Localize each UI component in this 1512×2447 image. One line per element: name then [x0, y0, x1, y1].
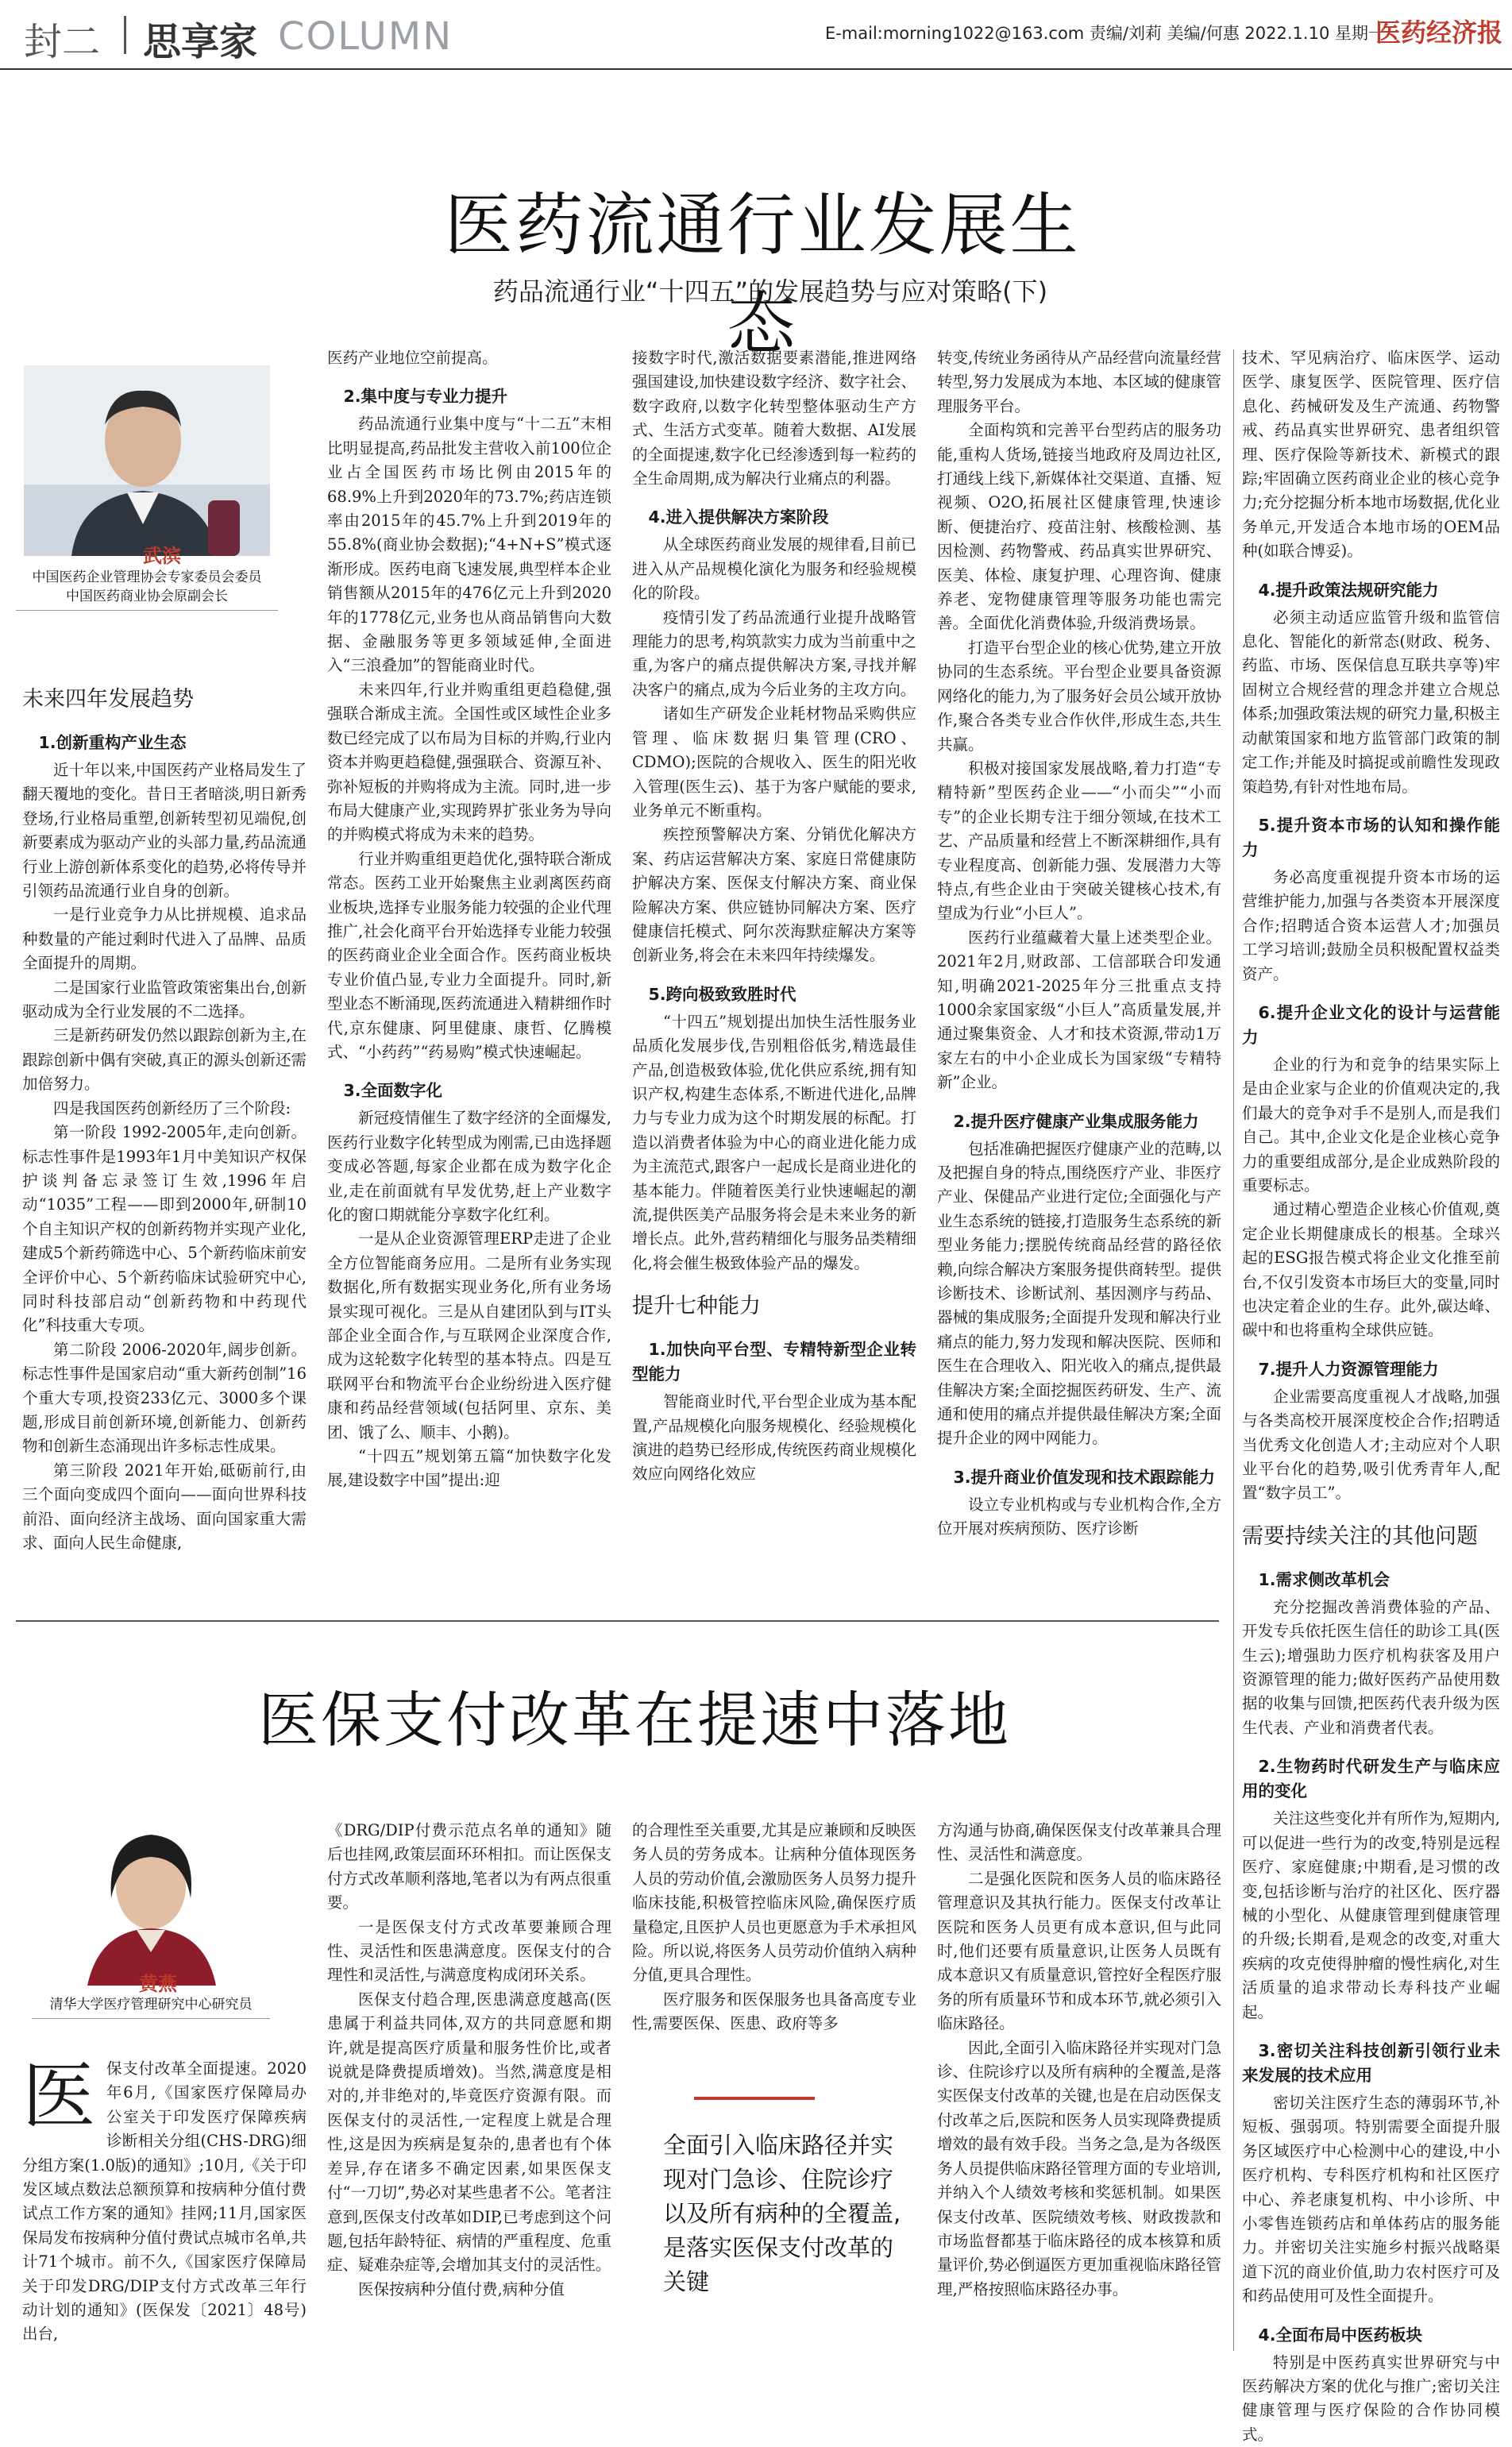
article2-column-4 — [937, 1819, 1221, 2355]
header-divider — [124, 16, 126, 54]
article-column-3 — [632, 346, 916, 1601]
paragraph: 设立专业机构或与专业机构合作,全方位开展对疾病预防、医疗诊断 — [937, 1495, 1221, 1538]
newspaper-logo: 医药经济报 — [1375, 17, 1502, 48]
article2-paragraph: 保支付改革全面提速。2020年6月,《国家医疗保障局办公室关于印发医疗保障疾病诊断相关分组(CHS-DRG)细分组方案(1.0版)的通知》;10月,《关于印发区域点数法总额预算和按病种分值付费试点工作方案的通知》挂网;11月,国家医保局发布按病种分值付费试点城市名单,共计71个城市。前不久,《国家医疗保障局关于印发DRG/DIP支付方式改革三年行动计划的通知》(医保发〔2021〕48号)出台, — [22, 2059, 307, 2344]
paragraph: 三是新药研发仍然以跟踪创新为主,在跟踪创新中偶有突破,真正的源头创新还需加倍努力。 — [22, 1026, 307, 1094]
article2-column-2 — [327, 1819, 611, 2355]
paragraph: 诸如生产研发企业耗材物品采购供应管理、临床数据归集管理(CRO、CDMO);医院的合规收入、医生的阳光收入管理(医生云)、基于为客户赋能的要求,业务单元不断重构。 — [632, 704, 916, 820]
paragraph: “十四五”规划第五篇“加快数字化发展,建设数字中国”提出:迎 — [327, 1447, 611, 1490]
paragraph: 一是行业竞争力从比拼规模、追求品种数量的产能过剩时代进入了品牌、品质全面提升的周期。 — [22, 905, 307, 973]
subsection-heading: 4.提升政策法规研究能力 — [1258, 580, 1439, 600]
subsection-heading: 2.生物药时代研发生产与临床应用的变化 — [1242, 1757, 1500, 1801]
paragraph: 四是我国医药创新经历了三个阶段: — [53, 1098, 291, 1117]
paragraph: 第二阶段 2006-2020年,阔步创新。标志性事件是国家启动“重大新药创制”16个重大专项,投资233亿元、3000多个课题,形成目前创新环境,创新能力、创新药物和创新生态涌现出许多标志性成果。 — [22, 1340, 307, 1456]
subsection-heading: 2.提升医疗健康产业集成服务能力 — [953, 1111, 1199, 1131]
author-name: 武滨 — [143, 545, 181, 567]
author-title-1: 中国医药企业管理协会专家委员会委员 — [32, 569, 262, 585]
paragraph: 打造平台型企业的核心优势,建立开放协同的生态系统。平台型企业要具备资源网络化的能力,为了服务好会员公域开放协作,聚合各类专业合作伙伴,形成生态,共生共赢。 — [937, 638, 1221, 754]
column-name: 思享家 — [143, 20, 258, 64]
paragraph: 通过精心塑造企业核心价值观,奠定企业长期健康成长的根基。全球兴起的ESG报告模式将企业文化推至前台,不仅引发资本市场巨大的变量,同时也决定着企业的生存。此外,碳达峰、碳中和也将重构全球供应链。 — [1242, 1200, 1500, 1340]
author-title-2: 中国医药商业协会原副会长 — [66, 589, 228, 604]
paragraph: 积极对接国家发展战略,着力打造“专精特新”型医药企业——“小而尖”“小而专”的企业长期专注于细分领域,在技术工艺、产品质量和经营上不断深耕细作,具有专业程度高、创新能力强、发展潜力大等特点,有些企业由于突破关键核心技术,有望成为行业“小巨人”。 — [937, 758, 1221, 923]
paragraph: 企业的行为和竞争的结果实际上是由企业家与企业的价值观决定的,我们最大的竞争对手不是别人,而是我们自己。其中,企业文化是企业核心竞争力的重要组成部分,是企业成熟阶段的重要标志。 — [1242, 1055, 1500, 1195]
subsection-heading: 4.全面布局中医药板块 — [1258, 2325, 1423, 2345]
paragraph: 技术、罕见病治疗、临床医学、运动医学、康复医学、医院管理、医疗信息化、药械研发及生产流通、药物警戒、药品真实世界研究、患者组织管理、医疗保险等新技术、新模式的跟踪;牢固确立医药商业企业的核心竞争力;充分挖掘分析本地市场数据,优化业务单元,开发适合本地市场的OEM品种(如联合博妥)。 — [1242, 349, 1500, 561]
article-column-2 — [327, 346, 611, 1601]
subsection-heading: 1.加快向平台型、专精特新型企业转型能力 — [632, 1340, 916, 1384]
caption-underline — [16, 610, 278, 611]
subsection-heading: 2.集中度与专业力提升 — [343, 387, 508, 407]
drop-cap: 医 — [22, 2054, 96, 2139]
article-column-5 — [1242, 346, 1500, 2444]
paragraph: 第三阶段 2021年开始,砥砺前行,由三个面向变成四个面向——面向世界科技前沿、面向经济主战场、面向国家重大需求、面向人民生命健康, — [22, 1461, 307, 1552]
section-heading: 未来四年发展趋势 — [22, 687, 194, 712]
paragraph: 一是医保支付方式改革要兼顾合理性、灵活性和医患满意度。医保支付的合理性和灵活性,与满意度构成闭环关系。 — [327, 1917, 611, 1985]
author-photo-2 — [64, 1811, 238, 1986]
paragraph: 关注这些变化并有所作为,短期内,可以促进一些行为的改变,特别是远程医疗、家庭健康;中期看,是习惯的改变,包括诊断与治疗的社区化、医疗器械的小型化、从健康管理到健康管理的升级;长期看,是观念的改变,对重大疾病的攻克使得肿瘤的慢性病化,对生活质量的追求带动长寿科技产业崛起。 — [1242, 1809, 1500, 2021]
subsection-heading: 1.需求侧改革机会 — [1258, 1569, 1390, 1589]
author-title-2-caption: 清华大学医疗管理研究中心研究员 — [49, 1997, 253, 2013]
author-photo — [24, 365, 270, 556]
paragraph: 行业并购重组更趋优化,强特联合渐成常态。医药工业开始聚焦主业剥离医药商业板块,选择专业服务能力较强的企业代理推广,社会化商平台开始选择专业能力较强的医药商业企业全面合作。医药商业板块专业价值凸显,专业力全面提升。同时,新型业态不断涌现,医药流通进入精耕细作时代,京东健康、阿里健康、康哲、亿腾模式、“小药药”“药易购”模式快速崛起。 — [327, 849, 611, 1061]
article-divider — [16, 1620, 1219, 1622]
editor-info: E-mail:morning1022@163.com 责编/刘莉 美编/何惠 2022.1.10 星期一 — [824, 24, 1385, 43]
paragraph: 转变,传统业务函待从产品经营向流量经营转型,努力发展成为本地、本区域的健康管理服务平台。 — [937, 349, 1221, 415]
subsection-heading: 6.提升企业文化的设计与运营能力 — [1242, 1002, 1500, 1047]
paragraph: 智能商业时代,平台型企业成为基本配置,产品规模化向服务规模化、经验规模化演进的趋势已经形成,传统医药商业规模化效应向网络化效应 — [632, 1392, 916, 1484]
paragraph: 药品流通行业集中度与“十二五”末相比明显提高,药品批发主营收入前100位企业占全国医药市场比例由2015年的68.9%上升到2020年的73.7%;药店连锁率由2015年的45.7%上升到2019年的55.8%(商业协会数据);“4+N+S”模式逐渐形成。医药电商飞速发展,典型样本企业销售额从2015年的476亿元上升到2020年的1778亿元,业务也从商品销售向大数据、金融服务等更多领域延伸,全面进入“三浪叠加”的智能商业时代。 — [327, 415, 611, 675]
paragraph: 二是强化医院和医务人员的临床路径管理意识及其执行能力。医保支付改革让医院和医务人员更有成本意识,但与此同时,他们还要有质量意识,让医务人员既有成本意识又有质量意识,管控好全程医疗服务的所有质量环节和成本环节,就必须引入临床路径。 — [937, 1869, 1221, 2033]
subsection-heading: 3.全面数字化 — [343, 1081, 443, 1101]
subsection-heading: 5.跨向极致致胜时代 — [648, 984, 796, 1004]
pull-quote-bar — [694, 2097, 815, 2100]
paragraph: 全面构筑和完善平台型药店的服务功能,重构人货场,链接当地政府及周边社区,打通线上线下,新媒体社交渠道、直播、短视频、O2O,拓展社区健康管理,快速诊断、便捷治疗、疫苗注射、核酸检测、基因检测、药物警戒、药品真实世界研究、医美、体检、康复护理、心理咨询、健康养老、宠物健康管理等服务功能也需完善。全面优化消费体验,升级消费场景。 — [937, 421, 1221, 633]
paragraph: 疾控预警解决方案、分销优化解决方案、药店运营解决方案、家庭日常健康防护解决方案、医保支付解决方案、商业保险解决方案、供应链协同解决方案、医疗健康信托模式、阿尔茨海默症解决方案等创新业务,将会在未来四年持续爆发。 — [632, 825, 916, 965]
article-title: 医药流通行业发展生态 — [444, 186, 1081, 364]
pull-quote: 全面引入临床路径并实现对门急诊、住院诊疗以及所有病种的全覆盖,是落实医保支付改革的关键 — [663, 2132, 901, 2295]
paragraph: 医保支付趋合理,医患满意度越高(医患属于利益共同体,双方的共同意愿和期许,就是提高医疗质量和服务性价比,或者说就是降费提质增效)。当然,满意度是相对的,并非绝对的,毕竟医疗资源有限。而医保支付的灵活性,一定程度上就是合理性,这是因为疾病是复杂的,患者也有个体差异,存在诸多不确定因素,如果医保支付“一刀切”,势必对某些患者不公。笔者注意到,医保支付改革如DIP,已考虑到这个问题,包括年龄特征、病情的严重程度、危重症、疑难杂症等,会增加其支付的灵活性。 — [327, 1990, 611, 2275]
subsection-heading: 1.创新重构产业生态 — [38, 733, 187, 752]
article2-column-1 — [22, 2054, 307, 2355]
section-heading: 提升七种能力 — [632, 1294, 761, 1319]
paragraph: 疫情引发了药品流通行业提升战略管理能力的思考,构筑款实力成为当前重中之重,为客户的痛点提供解决方案,寻找并解决客户的痛点,成为今后业务的主攻方向。 — [632, 608, 916, 699]
paragraph: 务必高度重视提升资本市场的运营维护能力,加强与各类资本开展深度合作;招聘适合资本运营人才;加强员工学习培训;鼓励全员积极配置权益类资产。 — [1242, 867, 1500, 983]
paragraph: 医保按病种分值付费,病种分值 — [358, 2279, 565, 2298]
subsection-heading: 7.提升人力资源管理能力 — [1258, 1359, 1439, 1379]
article-subtitle: 药品流通行业“十四五”的发展趋势与应对策略(下) — [492, 276, 1048, 307]
paragraph: 的合理性至关重要,尤其是应兼顾和反映医务人员的劳务成本。让病种分值体现医务人员的劳动价值,会激励医务人员努力提升临床技能,积极管控临床风险,确保医疗质量稳定,且医护人员也更愿意为手术承担风险。所以说,将医务人员劳动价值纳入病种分值,更具合理性。 — [632, 1821, 916, 1985]
paragraph: 密切关注医疗生态的薄弱环节,补短板、强弱项。特别需要全面提升服务区域医疗中心检测中心的建设,中小医疗机构、专科医疗机构和社区医疗中心、养老康复机构、中小诊所、中小零售连锁药店和单体药店的服务能力。并密切关注实施乡村振兴战略渠道下沉的商业价值,助力农村医疗可及和药品使用可及性全面提升。 — [1242, 2093, 1500, 2306]
page-header — [0, 0, 1512, 70]
column-divider — [1233, 349, 1234, 2351]
paragraph: 近十年以来,中国医药产业格局发生了翻天覆地的变化。昔日王者暗淡,明日新秀登场,行业格局重塑,创新转型初见端倪,创新要素成为驱动产业的头部力量,药品流通行业上游创新体系变化的趋势,必将传导并引领药品流通行业自身的创新。 — [22, 761, 307, 901]
author-name-2: 黄燕 — [139, 1973, 177, 1995]
paragraph: 二是国家行业监管政策密集出台,创新驱动成为全行业发展的不二选择。 — [22, 978, 307, 1021]
paragraph: 必须主动适应监管升级和监管信息化、智能化的新常态(财政、税务、药监、市场、医保信息互联共享等)牢固树立合规经营的理念并建立合规总体系;加强政策法规的研究力量,积极主动献策国家和地方监管部门政策的制定工作;并能及时搞捉或前瞻性发现政策趋势,有针对性地布局。 — [1242, 608, 1500, 796]
section-heading: 需要持续关注的其他问题 — [1242, 1523, 1478, 1549]
paragraph: 方沟通与协商,确保医保支付改革兼具合理性、灵活性和满意度。 — [937, 1821, 1221, 1864]
caption-underline-2 — [32, 2018, 270, 2019]
paragraph: 接数字时代,激活数据要素潜能,推进网络强国建设,加快建设数字经济、数字社会、数字政府,以数字化转型整体驱动生产方式、生活方式变革。随着大数据、AI发展的全面提速,数字化已经渗透到每一粒药的全生命周期,成为解决行业痛点的利器。 — [632, 349, 916, 488]
article2-column-3 — [632, 1819, 916, 2089]
paragraph: 医药行业蕴藏着大量上述类型企业。2021年2月,财政部、工信部联合印发通知,明确2021-2025年分三批重点支持1000余家国家级“小巨人”高质量发展,并通过聚集资金、人才和技术资源,带动1万家左右的中小企业成长为国家级“专精特新”企业。 — [937, 928, 1221, 1092]
paragraph: 包括准确把握医疗健康产业的范畴,以及把握自身的特点,围绕医疗产业、非医疗产业、保健品产业进行定位;全面强化与产业生态系统的链接,打造服务生态系统的新型业务能力;摆脱传统商品经营的路径依赖,向综合解决方案服务提供商转型。提供诊断技术、诊断试剂、基因测序与药品、器械的集成服务;全面提升发现和解决行业痛点的能力,努力发现和解决医院、医师和医生在合理收入、阳光收入的痛点,提供最佳解决方案;全面挖掘医药研发、生产、流通和使用的痛点并提供最佳解决方案;全面提升企业的网中网能力。 — [937, 1139, 1221, 1448]
paragraph: 特别是中医药真实世界研究与中医药解决方案的优化与推广;密切关注健康管理与医疗保险的合作协同模式。 — [1242, 2352, 1500, 2444]
paragraph: 企业需要高度重视人才战略,加强与各类高校开展深度校企合作;招聘适当优秀文化创造人才;主动应对个人职业平台化的趋势,吸引优秀青年人,配置“数字员工”。 — [1242, 1387, 1500, 1503]
section-label: 封二 — [24, 20, 101, 64]
paragraph: “十四五”规划提出加快生活性服务业品质化发展步伐,告别粗俗低劣,精选最佳产品,创造极致体验,优化供应系统,拥有知识产权,构建生态体系,不断进代进化,品牌力与专业力成为这个时期发展的标配。打造以消费者体验为中心的商业进化能力成为主流范式,跟客户一起成长是商业进化的基本能力。伴随着医美行业快速崛起的潮流,提供医美产品服务将会是未来业务的新增长点。此外,营药精细化与服务品类精细化,将会催生极致体验产品的爆发。 — [632, 1012, 916, 1272]
paragraph: 医药产业地位空前提高。 — [327, 349, 498, 367]
paragraph: 《DRG/DIP付费示范点名单的通知》随后也挂网,政策层面环环相扣。而让医保支付方式改革顺利落地,笔者以为有两点很重要。 — [327, 1821, 611, 1912]
paragraph: 充分挖掘改善消费体验的产品、开发专兵依托医生信任的助诊工具(医生云);增强助力医疗机构获客及用户资源管理的能力;做好医药产品使用数据的收集与回馈,把医药代表升级为医生代表、产业和消费者代表。 — [1242, 1597, 1500, 1737]
subsection-heading: 5.提升资本市场的认知和操作能力 — [1242, 815, 1500, 859]
paragraph: 新冠疫情催生了数字经济的全面爆发,医药行业数字化转型成为刚需,已由选择题变成必答题,每家企业都在成为数字化企业,走在前面就有早发优势,赶上产业数字化的窗口期就能分享数字化红利。 — [327, 1109, 611, 1224]
paragraph: 第一阶段 1992-2005年,走向创新。标志性事件是1993年1月中美知识产权保护谈判备忘录签订生效,1996年启动“1035”工程——即到2000年,研制10个自主知识产权的创新药物并实现产业化,建成5个新药筛选中心、5个新药临床前安全评价中心、5个新药临床试验研究中心,同时科技部启动“创新药物和中药现代化”科技重大专项。 — [22, 1123, 307, 1335]
paragraph: 医疗服务和医保服务也具备高度专业性,需要医保、医患、政府等多 — [632, 1990, 916, 2033]
paragraph: 一是从企业资源管理ERP走进了企业全方位智能商务应用。二是所有业务实现数据化,所有数据实现业务化,所有业务场景实现可视化。三是从自建团队到与IT头部企业全面合作,与互联网企业深度合作,成为这轮数字化转型的基本特点。四是互联网平台和物流平台企业纷纷进入医疗健康和药品经营领域(包括阿里、京东、美团、饿了么、顺丰、小鹅)。 — [327, 1229, 611, 1442]
article-column-1 — [22, 669, 307, 1606]
paragraph: 未来四年,行业并购重组更趋稳健,强强联合渐成主流。全国性或区域性企业多数已经完成了以布局为目标的并购,行业内资本并购更趋稳健,强强联合、资源互补、弥补短板的并购将成为主流。同时,进一步布局大健康产业,实现跨界扩张业务为导向的并购模式将成为未来的趋势。 — [327, 680, 611, 844]
paragraph: 因此,全面引入临床路径并实现对门急诊、住院诊疗以及所有病种的全覆盖,是落实医保支付改革的关键,也是在启动医保支付改革之后,医院和医务人员实现降费提质增效的最有效手段。当务之急,是为各级医务人员提供临床路径管理方面的专业培训,并纳入个人绩效考核和奖惩机制。如果医保支付改革、医院绩效考核、财政拨款和市场监督都基于临床路径的成本核算和质量评价,势必倒逼医方更加重视临床路径管理,严格按照临床路径办事。 — [937, 2038, 1221, 2298]
article-title-2: 医保支付改革在提速中落地 — [258, 1685, 1011, 1755]
subsection-heading: 3.密切关注科技创新引领行业未来发展的技术应用 — [1242, 2040, 1500, 2085]
paragraph: 从全球医药商业发展的规律看,目前已进入从产品规模化演化为服务和经验规模化的阶段。 — [632, 535, 916, 603]
column-name-english: COLUMN — [278, 14, 453, 59]
subsection-heading: 4.进入提供解决方案阶段 — [648, 508, 829, 527]
article-column-4 — [937, 346, 1221, 1601]
subsection-heading: 3.提升商业价值发现和技术跟踪能力 — [953, 1467, 1216, 1487]
